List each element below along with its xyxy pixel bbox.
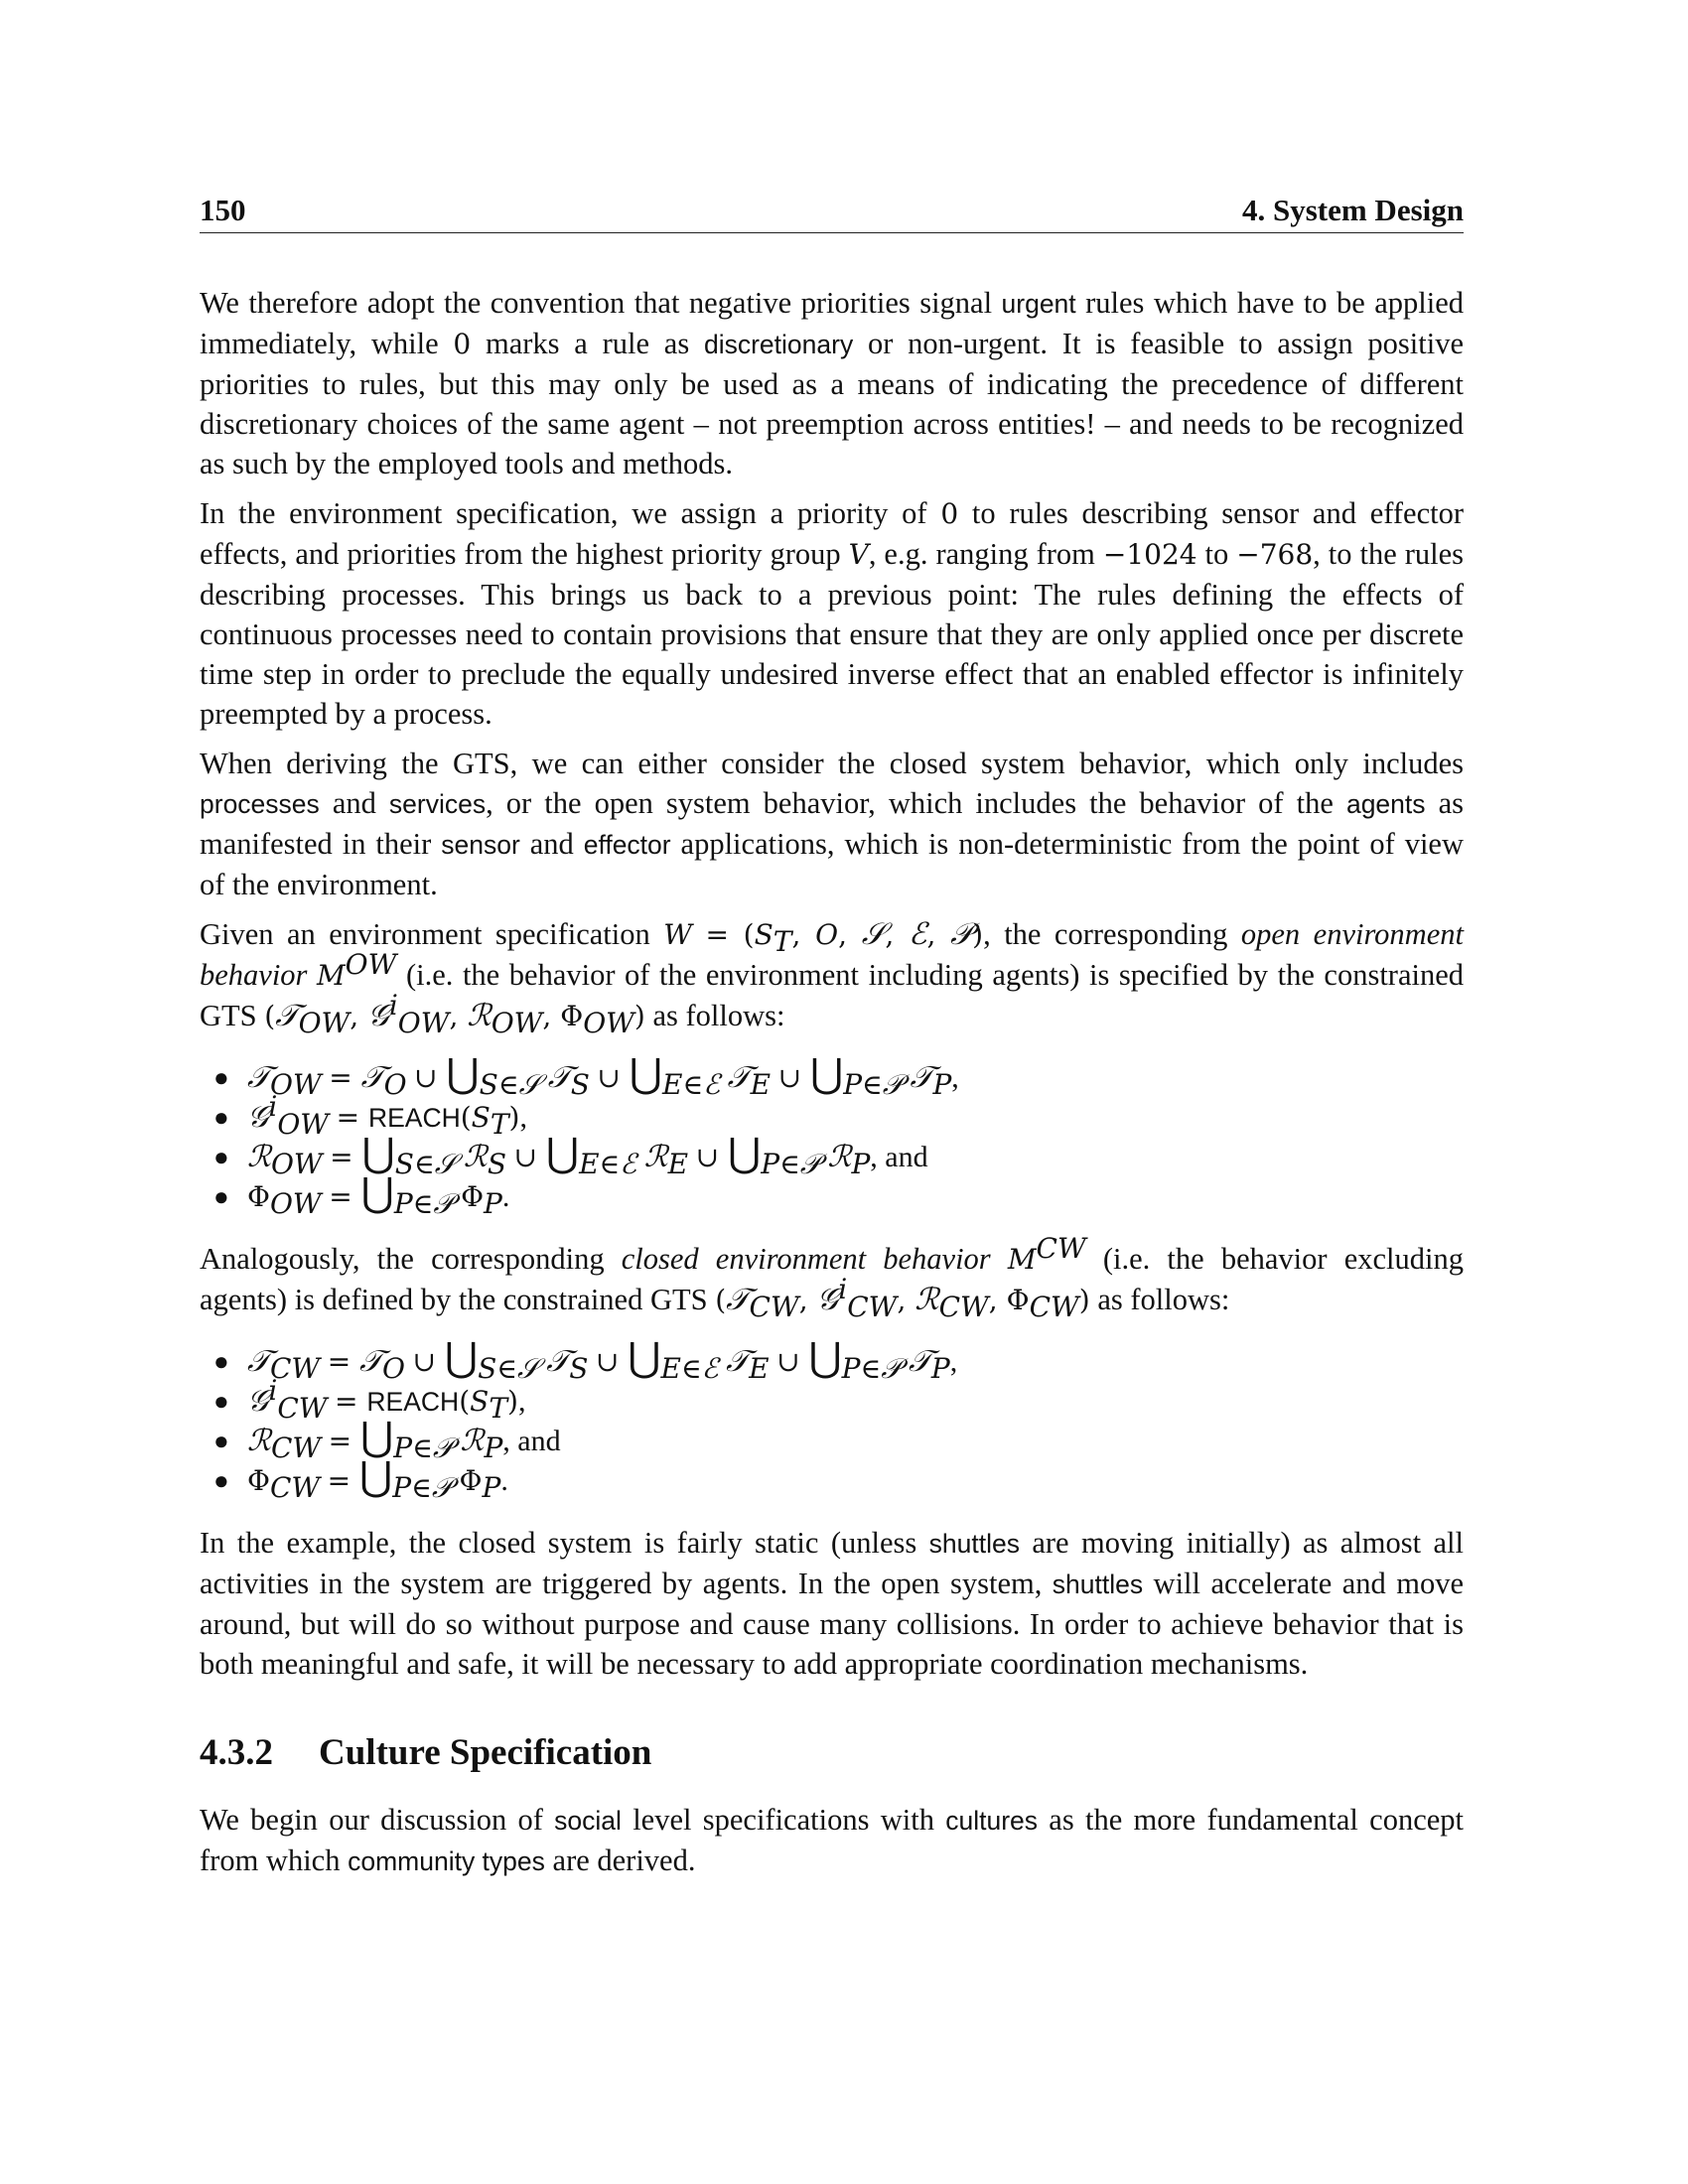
list-item: ● ℛ$_{OW}$ = $⋃_{S\in 𝒮}$ ℛ$_S$ ∪ $⋃_{E\in ℰ}$ ℛ$_E$ ∪ $⋃_{P\in 𝒫}$ ℛ$_P$, and: [213, 1129, 928, 1180]
paragraph-open-behavior: Given an environment specification $W = (S_T$, O, 𝒮, ℰ, 𝒫), the corresponding open environment behavior $M^{OW}$ (i.e. the behavior of the environment including agents) is specified by the constrained GTS (𝒯$_{OW}$, 𝒢$^i_{OW}$, ℛ$_{OW}$, $\Phi_{OW}$) as follows:: [200, 917, 1465, 1040]
paragraph-gts-deriving: When deriving the GTS, we can either consider the closed system behavior, which only includes processes and services, or the open system behavior, which includes the behavior of the agents as manifested in their sensor and effector applications, which is non-deterministic from the point of view of the environment.: [200, 747, 1464, 901]
list-item: ● $\Phi_{CW}$ = $⋃_{P\in 𝒫}$ $\Phi_P$.: [213, 1452, 508, 1504]
section-heading: [200, 1731, 1464, 1774]
paragraph-culture: We begin our discussion of social level specifications with cultures as the more fundamental concept from which community types are derived.: [200, 1803, 1464, 1877]
list-item: ● 𝒢$^i_{OW}$ = $REACH(S_T)$,: [213, 1090, 527, 1141]
running-head: [200, 193, 1464, 233]
list-item: ● ℛ$_{CW}$ = $⋃_{P\in 𝒫}$ ℛ$_P$, and: [213, 1413, 561, 1464]
page-number: 150: [200, 193, 246, 227]
page: [200, 193, 1464, 1891]
list-item: ● 𝒯$_{CW}$ = 𝒯$_O$ ∪ $⋃_{S\in 𝒮}$ 𝒯$_S$ ∪ $⋃_{E\in ℰ}$ 𝒯$_E$ ∪ $⋃_{P\in 𝒫}$ 𝒯$_P$,: [213, 1333, 958, 1385]
section-title: Culture Specification: [319, 1732, 652, 1773]
paragraph-example: In the example, the closed system is fairly static (unless shuttles are moving initially) as almost all activities in the system are triggered by agents. In the open system, shuttles will accelerate and move around, but will do so without purpose and cause many collisions. In order to achieve behavior that is both meaningful and safe, it will be necessary to add appropriate coordination mechanisms.: [200, 1526, 1465, 1681]
list-item: ● 𝒯$_{OW}$ = 𝒯$_O$ ∪ $⋃_{S\in 𝒮}$ 𝒯$_S$ ∪ $⋃_{E\in ℰ}$ 𝒯$_E$ ∪ $⋃_{P\in 𝒫}$ 𝒯$_P$,: [213, 1049, 959, 1101]
list-item: ● 𝒢$^i_{CW}$ = $REACH(S_T)$,: [213, 1374, 526, 1425]
closed-behavior-definition-list: [200, 1333, 1464, 1504]
body-text: [200, 283, 1464, 1881]
paragraph-environment-priority: In the environment specification, we assign a priority of 0 to rules describing sensor and effector effects, and priorities from the highest priority group V, e.g. ranging from −1024 to −768, to the rules describing processes. This brings us back to a previous point: The rules defining the effects of continuous processes need to contain provisions that ensure that they are only applied once per discrete time step in order to preclude the equally undesired inverse effect that an enabled effector is infinitely preempted by a process.: [200, 496, 1464, 731]
list-item: ● $\Phi_{OW}$ = $⋃_{P\in 𝒫}$ $\Phi_P$.: [213, 1168, 510, 1220]
paragraph-closed-behavior: Analogously, the corresponding closed environment behavior $M^{CW}$ (i.e. the behavior excluding agents) is defined by the constrained GTS (𝒯$_{CW}$, 𝒢$^i_{CW}$, ℛ$_{CW}$, $\Phi_{CW}$) as follows:: [200, 1231, 1464, 1324]
paragraph-priorities: We therefore adopt the convention that negative priorities signal urgent rules which have to be applied immediately, while 0 marks a rule as discretionary or non-urgent. It is feasible to assign positive priorities to rules, but this may only be used as a means of indicating the precedence of different discretionary choices of the same agent – not preemption across entities! – and needs to be recognized as such by the employed tools and methods.: [200, 286, 1465, 480]
chapter-title: 4. System Design: [1241, 193, 1464, 227]
open-behavior-definition-list: [200, 1049, 1464, 1220]
section-number: 4.3.2: [200, 1732, 273, 1773]
